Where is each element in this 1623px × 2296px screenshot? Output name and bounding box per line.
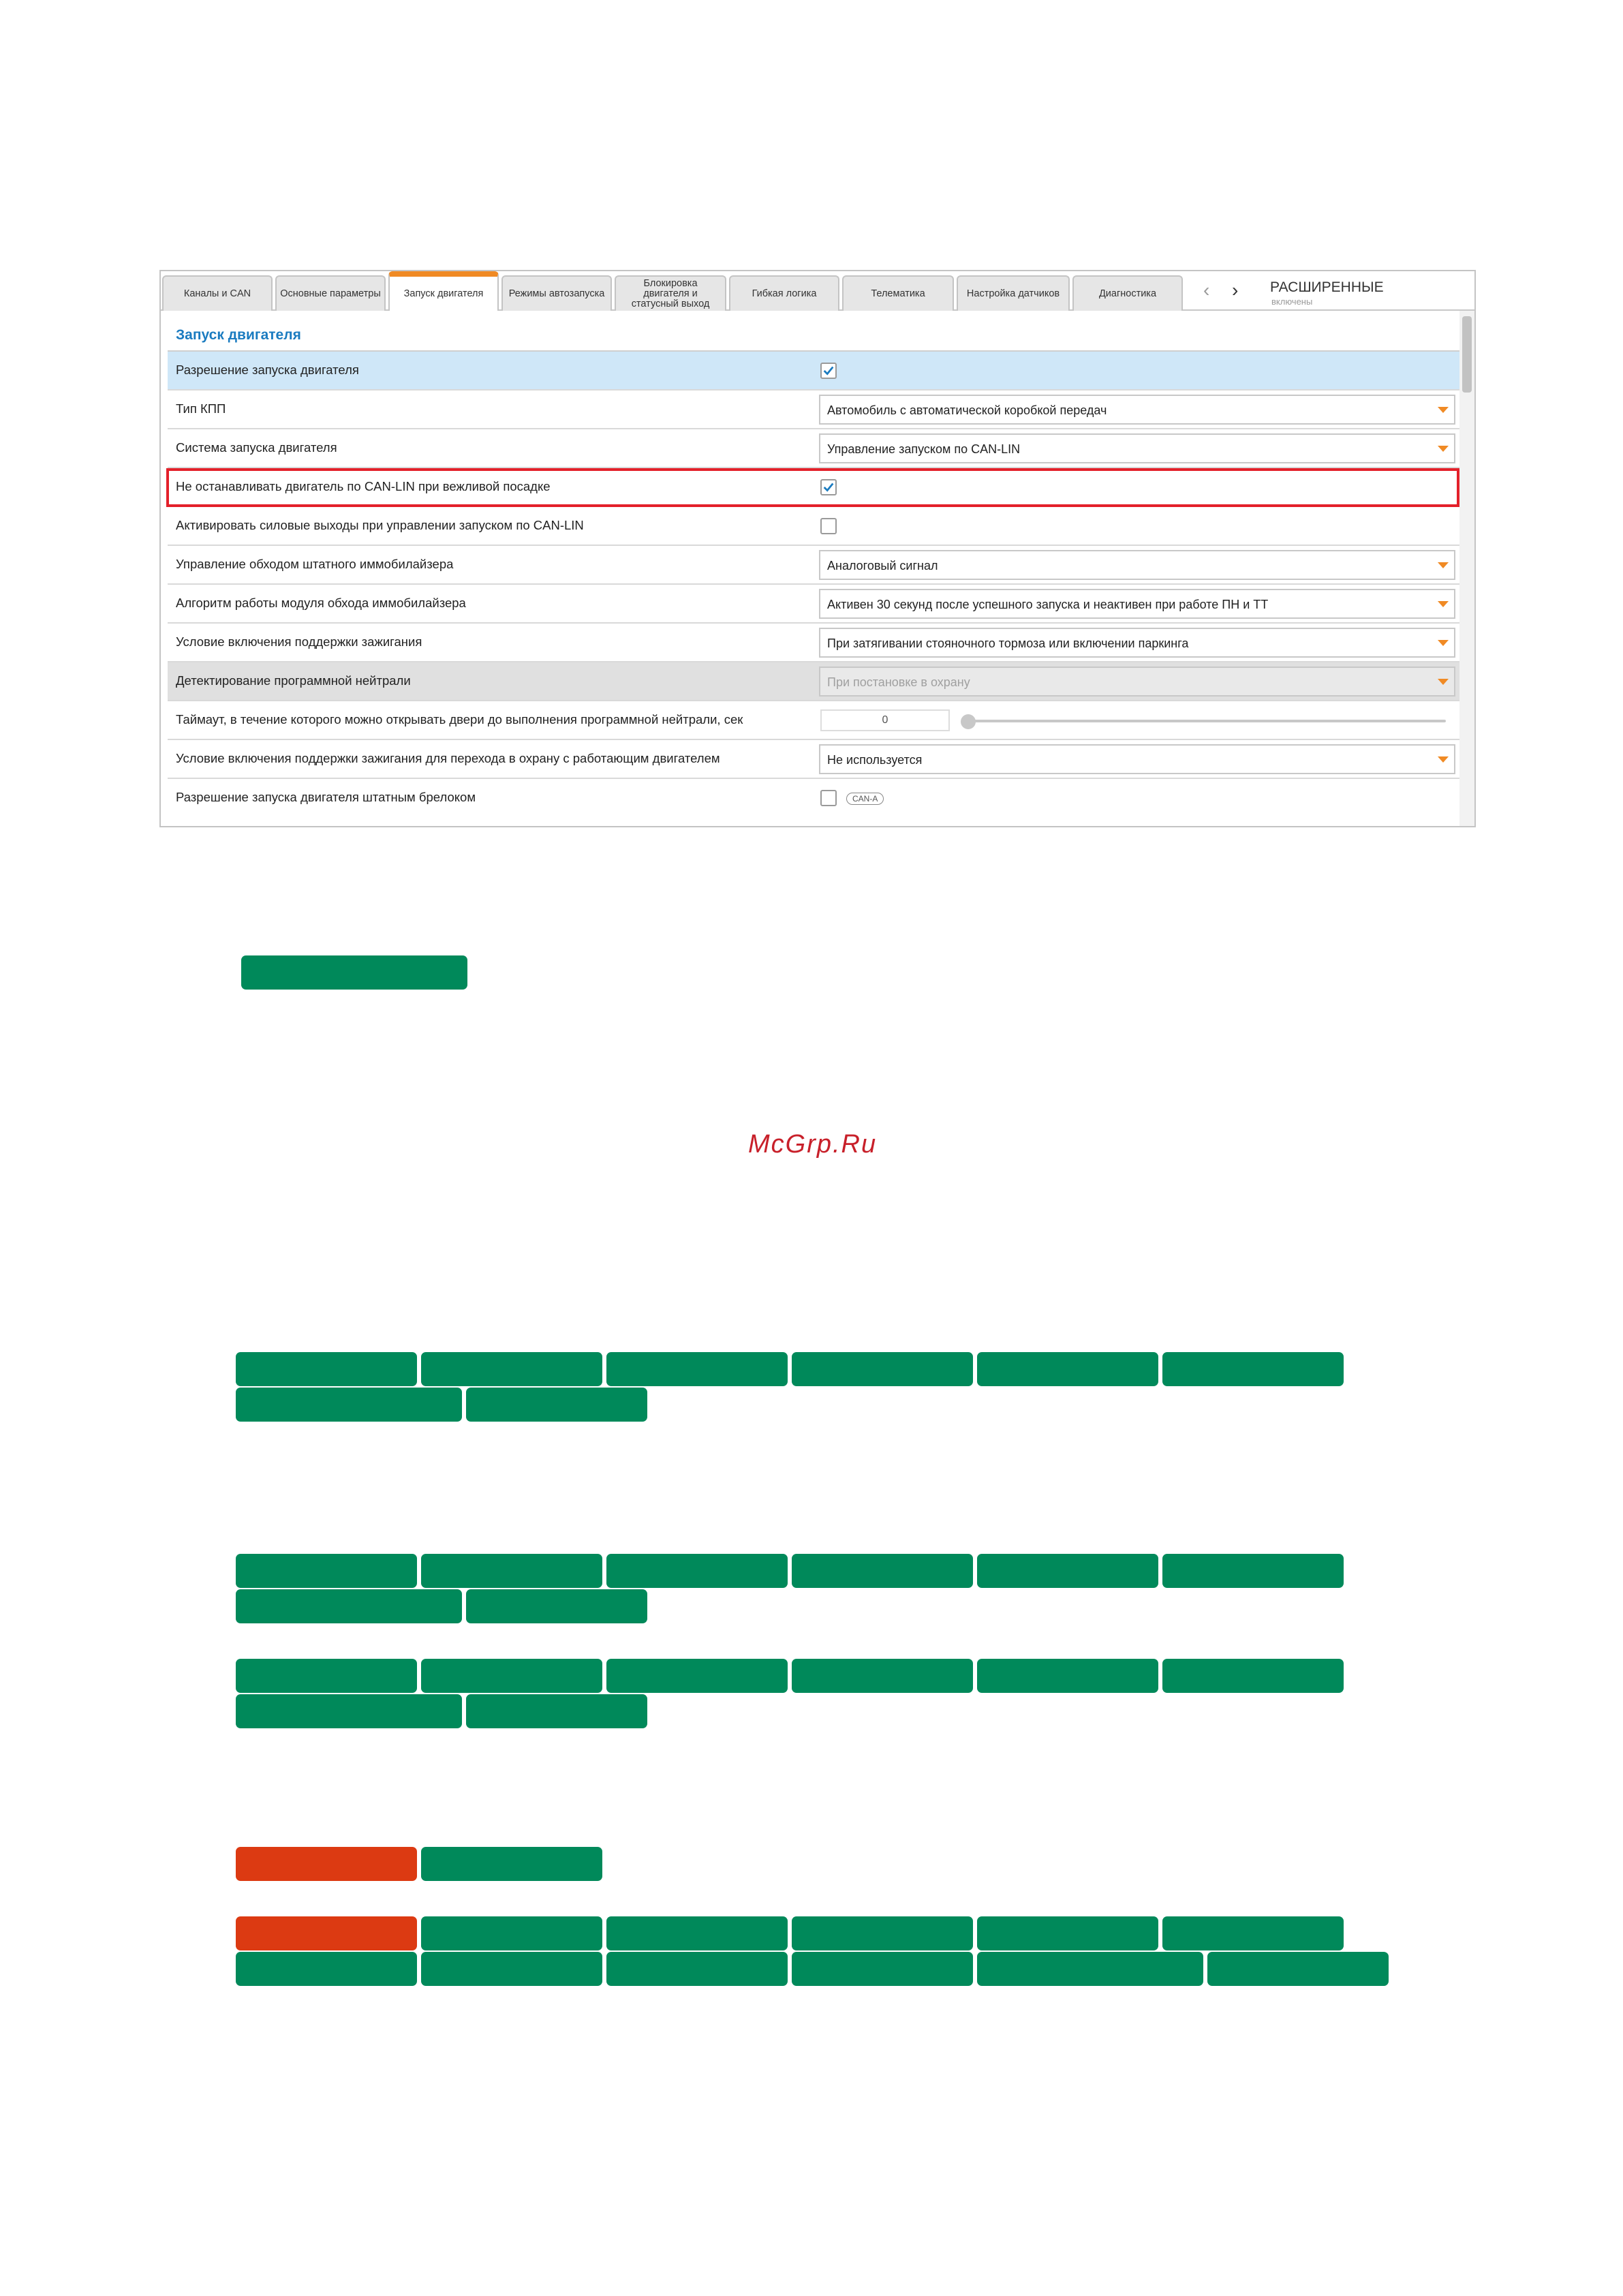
redacted-text-block (606, 1916, 788, 1950)
can-a-badge: CAN-A (846, 793, 884, 805)
setting-label: Детектирование программной нейтрали (176, 673, 411, 688)
watermark-text: McGrp.Ru (748, 1130, 878, 1159)
door-timeout-input[interactable]: 0 (820, 709, 950, 731)
caret-down-icon (1438, 446, 1449, 452)
highlight-frame (166, 468, 1459, 507)
tab-telematics[interactable]: Телематика (842, 275, 954, 311)
redacted-text-block (236, 1659, 417, 1693)
advanced-mode-status: включены (1271, 296, 1313, 307)
tab-sensor-settings[interactable]: Настройка датчиков (957, 275, 1070, 311)
setting-row-power-outputs[interactable] (168, 507, 1462, 546)
redacted-text-block (236, 1554, 417, 1588)
setting-label: Управление обходом штатного иммобилайзера (176, 557, 454, 571)
redacted-text-block (236, 1352, 417, 1386)
dropdown-value: Не используется (827, 753, 923, 767)
redacted-text-block (421, 1352, 602, 1386)
redacted-text-block (466, 1388, 647, 1422)
start-system-dropdown[interactable] (819, 433, 1455, 463)
dropdown-value: Активен 30 секунд после успешного запуска и неактивен при работе ПН и ТТ (827, 598, 1269, 611)
redacted-text-block (606, 1659, 788, 1693)
setting-label: Разрешение запуска двигателя (176, 363, 359, 377)
caret-down-icon (1438, 640, 1449, 646)
immobilizer-bypass-dropdown[interactable] (819, 550, 1455, 580)
redacted-text-block (236, 1589, 462, 1623)
settings-window (159, 270, 1476, 827)
guard-ignition-support-dropdown[interactable] (819, 744, 1455, 774)
redacted-text-block (977, 1659, 1158, 1693)
checkmark-icon (822, 363, 835, 378)
setting-label: Условие включения поддержки зажигания для перехода в охрану с работающим двигателем (176, 751, 720, 765)
setting-row-ignition-support (168, 624, 1462, 662)
redacted-text-block (236, 1952, 417, 1986)
redacted-text-block-red (236, 1916, 417, 1950)
redacted-text-block (606, 1554, 788, 1588)
redacted-text-block (792, 1916, 973, 1950)
setting-row-bypass-algorithm (168, 585, 1462, 624)
setting-row-start-system (168, 429, 1462, 468)
redacted-text-block (792, 1554, 973, 1588)
tab-diagnostics[interactable]: Диагностика (1072, 275, 1183, 311)
section-title: Запуск двигателя (176, 327, 301, 343)
setting-row-gearbox-type (168, 391, 1462, 429)
redacted-text-block (1207, 1952, 1389, 1986)
setting-label: Таймаут, в течение которого можно открывать двери до выполнения программной нейтрали, сек (176, 712, 743, 726)
redacted-text-block (977, 1952, 1203, 1986)
redacted-text-block (977, 1352, 1158, 1386)
redacted-text-block-red (236, 1847, 417, 1881)
setting-row-neutral-detection (168, 662, 1462, 701)
dropdown-value: Аналоговый сигнал (827, 559, 938, 572)
engine-start-allowed-checkbox[interactable] (820, 363, 837, 379)
redacted-text-block (421, 1916, 602, 1950)
tab-engine-start[interactable]: Запуск двигателя (388, 271, 499, 311)
door-timeout-slider-handle[interactable] (961, 714, 976, 729)
chevron-right-icon[interactable]: › (1232, 279, 1239, 301)
redacted-text-block (466, 1589, 647, 1623)
tab-flex-logic[interactable]: Гибкая логика (729, 275, 839, 311)
door-timeout-slider-track[interactable] (969, 720, 1446, 722)
caret-down-icon (1438, 679, 1449, 685)
chevron-left-icon[interactable]: ‹ (1203, 279, 1210, 301)
redacted-text-block (792, 1352, 973, 1386)
redacted-text-block (236, 1388, 462, 1422)
redacted-text-block (421, 1659, 602, 1693)
redacted-text-block (421, 1554, 602, 1588)
tab-bar (161, 271, 1474, 311)
setting-row-engine-start-allowed[interactable] (168, 352, 1462, 391)
setting-row-door-timeout (168, 701, 1462, 740)
stock-keyfob-start-checkbox[interactable] (820, 790, 837, 806)
vertical-scrollbar[interactable] (1459, 311, 1474, 827)
setting-row-stock-keyfob-start[interactable] (168, 779, 1462, 818)
redacted-text-block (236, 1694, 462, 1728)
setting-label: Тип КПП (176, 401, 226, 416)
dropdown-value: При затягивании стояночного тормоза или включении паркинга (827, 637, 1189, 650)
redacted-text-block (1162, 1554, 1344, 1588)
caret-down-icon (1438, 601, 1449, 607)
caret-down-icon (1438, 756, 1449, 763)
setting-label: Условие включения поддержки зажигания (176, 634, 422, 649)
dropdown-value: Управление запуском по CAN-LIN (827, 442, 1021, 456)
redacted-text-block (241, 955, 467, 990)
redacted-text-block (606, 1952, 788, 1986)
bypass-algorithm-dropdown[interactable] (819, 589, 1455, 619)
tab-basic-params[interactable]: Основные параметры (275, 275, 386, 311)
redacted-text-block (606, 1352, 788, 1386)
tab-channels-can[interactable]: Каналы и CAN (162, 275, 273, 311)
redacted-text-block (1162, 1659, 1344, 1693)
redacted-text-block (421, 1847, 602, 1881)
caret-down-icon (1438, 562, 1449, 568)
tab-engine-block[interactable]: Блокировка двигателя и статусный выход (615, 275, 726, 311)
scrollbar-thumb[interactable] (1462, 316, 1472, 393)
setting-label: Не останавливать двигатель по CAN-LIN при вежливой посадке (176, 479, 551, 493)
setting-label: Активировать силовые выходы при управлении запуском по CAN-LIN (176, 518, 584, 532)
setting-label: Разрешение запуска двигателя штатным брелоком (176, 790, 476, 804)
caret-down-icon (1438, 407, 1449, 413)
redacted-text-block (421, 1952, 602, 1986)
ignition-support-dropdown[interactable] (819, 628, 1455, 658)
setting-label: Алгоритм работы модуля обхода иммобилайзера (176, 596, 466, 610)
dropdown-value: Автомобиль с автоматической коробкой передач (827, 403, 1107, 417)
setting-row-polite-landing[interactable] (168, 468, 1462, 507)
setting-label: Система запуска двигателя (176, 440, 337, 455)
redacted-text-block (792, 1659, 973, 1693)
gearbox-type-dropdown[interactable] (819, 395, 1455, 425)
advanced-mode-title: РАСШИРЕННЫЕ (1270, 279, 1384, 295)
neutral-detection-dropdown (819, 667, 1455, 697)
redacted-text-block (977, 1554, 1158, 1588)
redacted-text-block (466, 1694, 647, 1728)
redacted-text-block (792, 1952, 973, 1986)
dropdown-value: При постановке в охрану (827, 675, 970, 689)
redacted-text-block (1162, 1916, 1344, 1950)
power-outputs-checkbox[interactable] (820, 518, 837, 534)
setting-row-immobilizer-bypass (168, 546, 1462, 585)
redacted-text-block (977, 1916, 1158, 1950)
setting-row-guard-ignition-support (168, 740, 1462, 779)
redacted-text-block (1162, 1352, 1344, 1386)
tab-autostart-modes[interactable]: Режимы автозапуска (501, 275, 612, 311)
